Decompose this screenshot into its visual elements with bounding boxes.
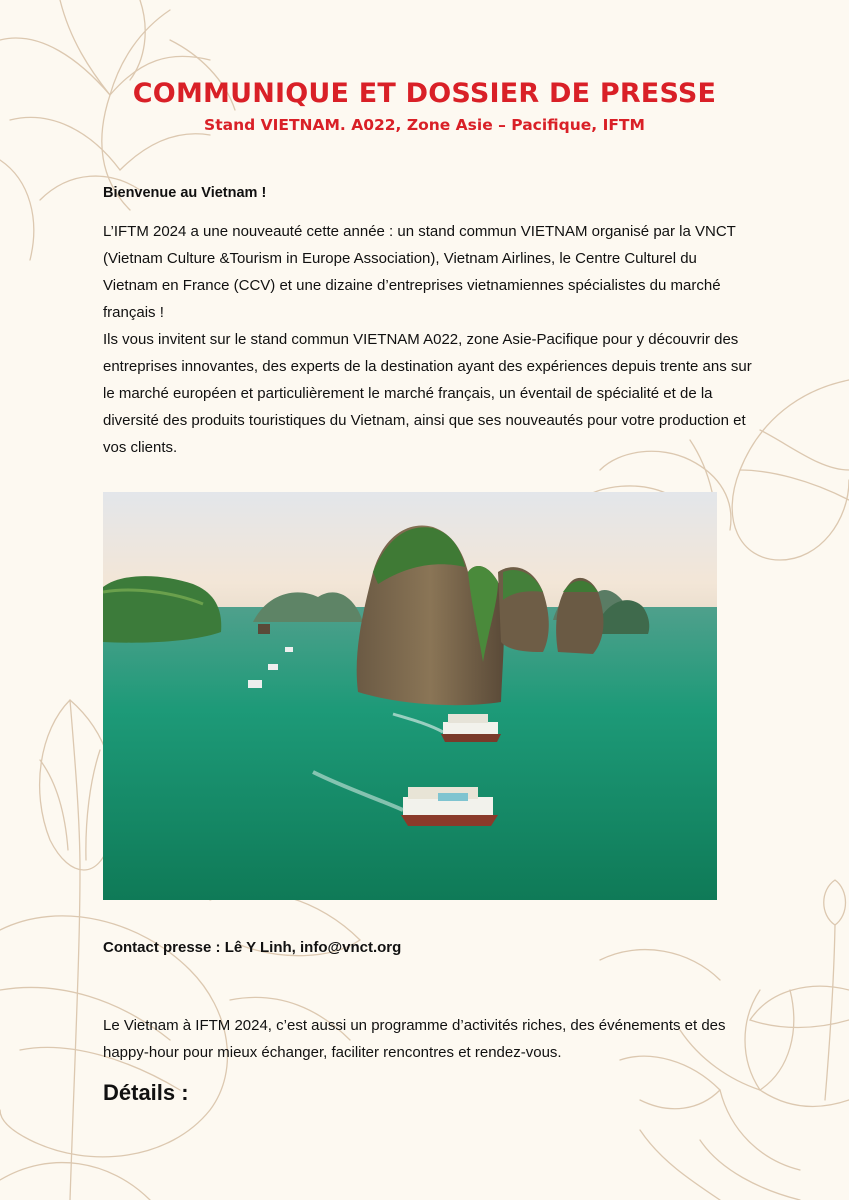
page-subtitle: Stand VIETNAM. A022, Zone Asie – Pacifique, IFTM [204,116,645,134]
ha-long-bay-photo [103,492,717,900]
details-heading: Détails : [103,1080,189,1105]
intro-paragraph-1: L’IFTM 2024 a une nouveauté cette année : un stand commun VIETNAM organisé par la VNCT (Vietnam Culture &Tourism in Europe Association), Vietnam Airlines, le Centre Culturel du Vietnam en France (CCV) et une dizaine d’entreprises vietnamiennes spécialistes du marché français ! [103,223,736,321]
intro-paragraph-2: Ils vous invitent sur le stand commun VIETNAM A022, zone Asie-Pacifique pour y découvrir des entreprises innovantes, des experts de la destination ayant des expériences depuis trente ans sur le marché européen et particulièrement le marché français, un éventail de spécialité et de la diversité des produits touristiques du Vietnam, ainsi que ses nouveautés pour votre production et vos clients. [103,331,752,456]
press-contact: Contact presse : Lê Y Linh, info@vnct.org [103,939,402,956]
program-paragraph: Le Vietnam à IFTM 2024, c’est aussi un programme d’activités riches, des événements et des happy-hour pour mieux échanger, faciliter rencontres et rendez-vous. [103,1017,726,1061]
page-title: COMMUNIQUE ET DOSSIER DE PRESSE [132,78,717,109]
welcome-heading: Bienvenue au Vietnam ! [103,185,267,201]
